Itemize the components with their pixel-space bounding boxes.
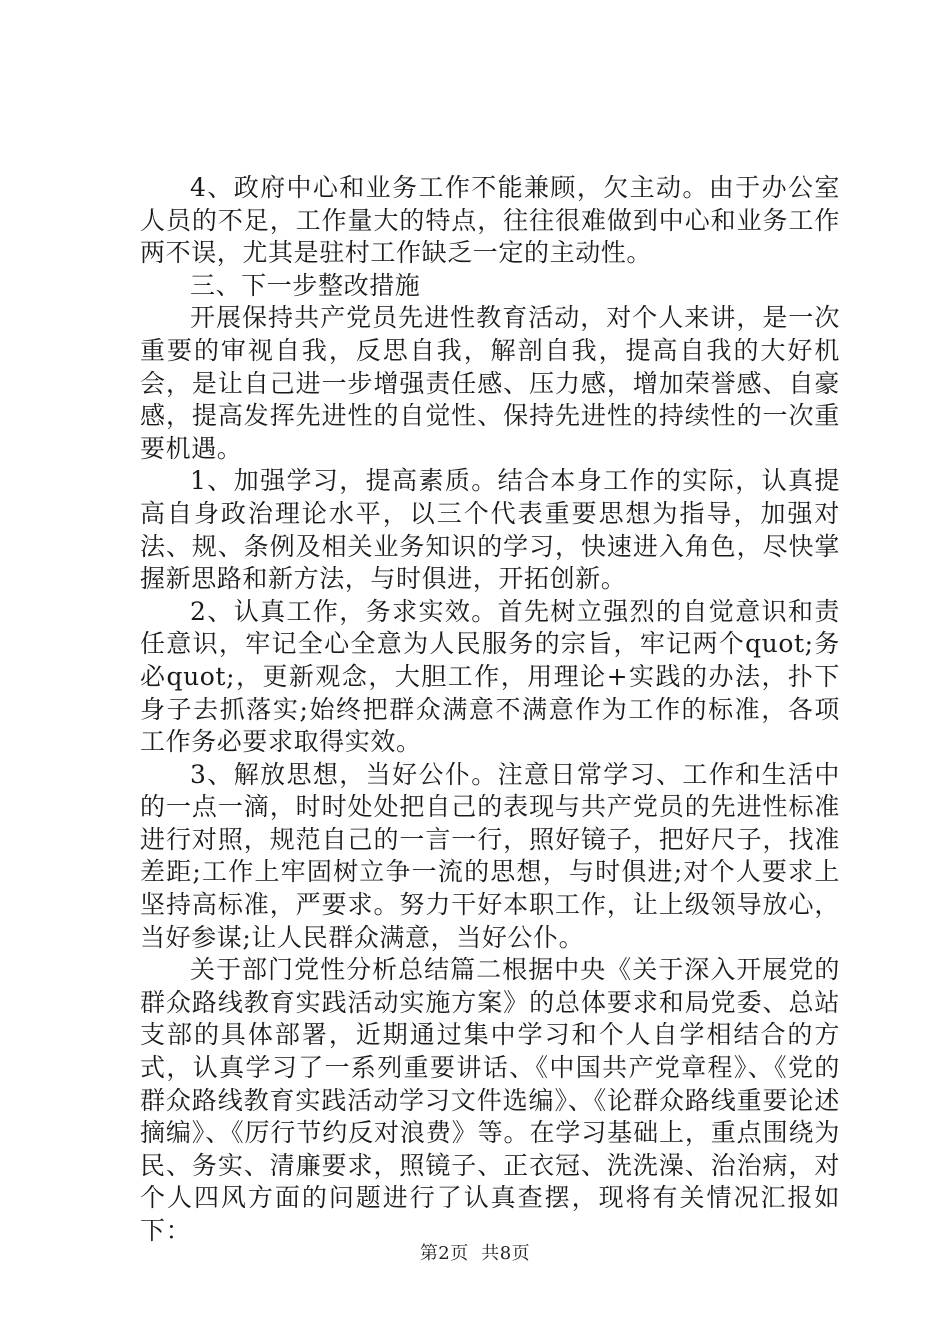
paragraph-measure-3: 3、解放思想，当好公仆。注意日常学习、工作和生活中的一点一滴，时时处处把自己的表现与共产党员的先进性标准进行对照，规范自己的一言一行，照好镜子，把好尺子，找准差距;工作上牢固树立争一流的思想，与时俱进;对个人要求上坚持高标准，严要求。努力干好本职工作，让上级领导放心，当好参谋;让人民群众满意，当好公仆。 xyxy=(140,759,840,952)
page-footer xyxy=(0,1242,950,1266)
paragraph-measure-2: 2、认真工作，务求实效。首先树立强烈的自觉意识和责任意识，牢记全心全意为人民服务的宗旨，牢记两个quot;务必quot;，更新观念，大胆工作，用理论+实践的办法，扑下身子去抓落实;始终把群众满意不满意作为工作的标准，各项工作务必要求取得实效。 xyxy=(140,596,840,757)
paragraph-intro: 开展保持共产党员先进性教育活动，对个人来讲，是一次重要的审视自我，反思自我，解剖自我，提高自我的大好机会，是让自己进一步增强责任感、压力感，增加荣誉感、自豪感，提高发挥先进性的自觉性、保持先进性的持续性的一次重要机遇。 xyxy=(140,303,840,463)
paragraph-measure-1: 1、加强学习，提高素质。结合本身工作的实际，认真提高自身政治理论水平，以三个代表重要思想为指导，加强对法、规、条例及相关业务知识的学习，快速进入角色，尽快掌握新思路和新方法，与时俱进，开拓创新。 xyxy=(140,466,840,594)
page-number-label: 第2页 共8页 xyxy=(419,1243,531,1264)
section-heading-rectification: 三、下一步整改措施 xyxy=(190,270,421,300)
paragraph-item-4: 4、政府中心和业务工作不能兼顾，欠主动。由于办公室人员的不足，工作量大的特点，往往很难做到中心和业务工作两不误，尤其是驻村工作缺乏一定的主动性。 xyxy=(140,173,840,268)
paragraph-part-two: 关于部门党性分析总结篇二根据中央《关于深入开展党的群众路线教育实践活动实施方案》的总体要求和局党委、总站支部的具体部署，近期通过集中学习和个人自学相结合的方式，认真学习了一系列重要讲话、《中国共产党章程》、《党的群众路线教育实践活动学习文件选编》、《论群众路线重要论述摘编》、《厉行节约反对浪费》等。在学习基础上，重点围绕为民、务实、清廉要求，照镜子、正衣冠、洗洗澡、治治病，对个人四风方面的问题进行了认真查摆，现将有关情况汇报如下： xyxy=(140,955,840,1245)
document-body xyxy=(140,172,840,1248)
